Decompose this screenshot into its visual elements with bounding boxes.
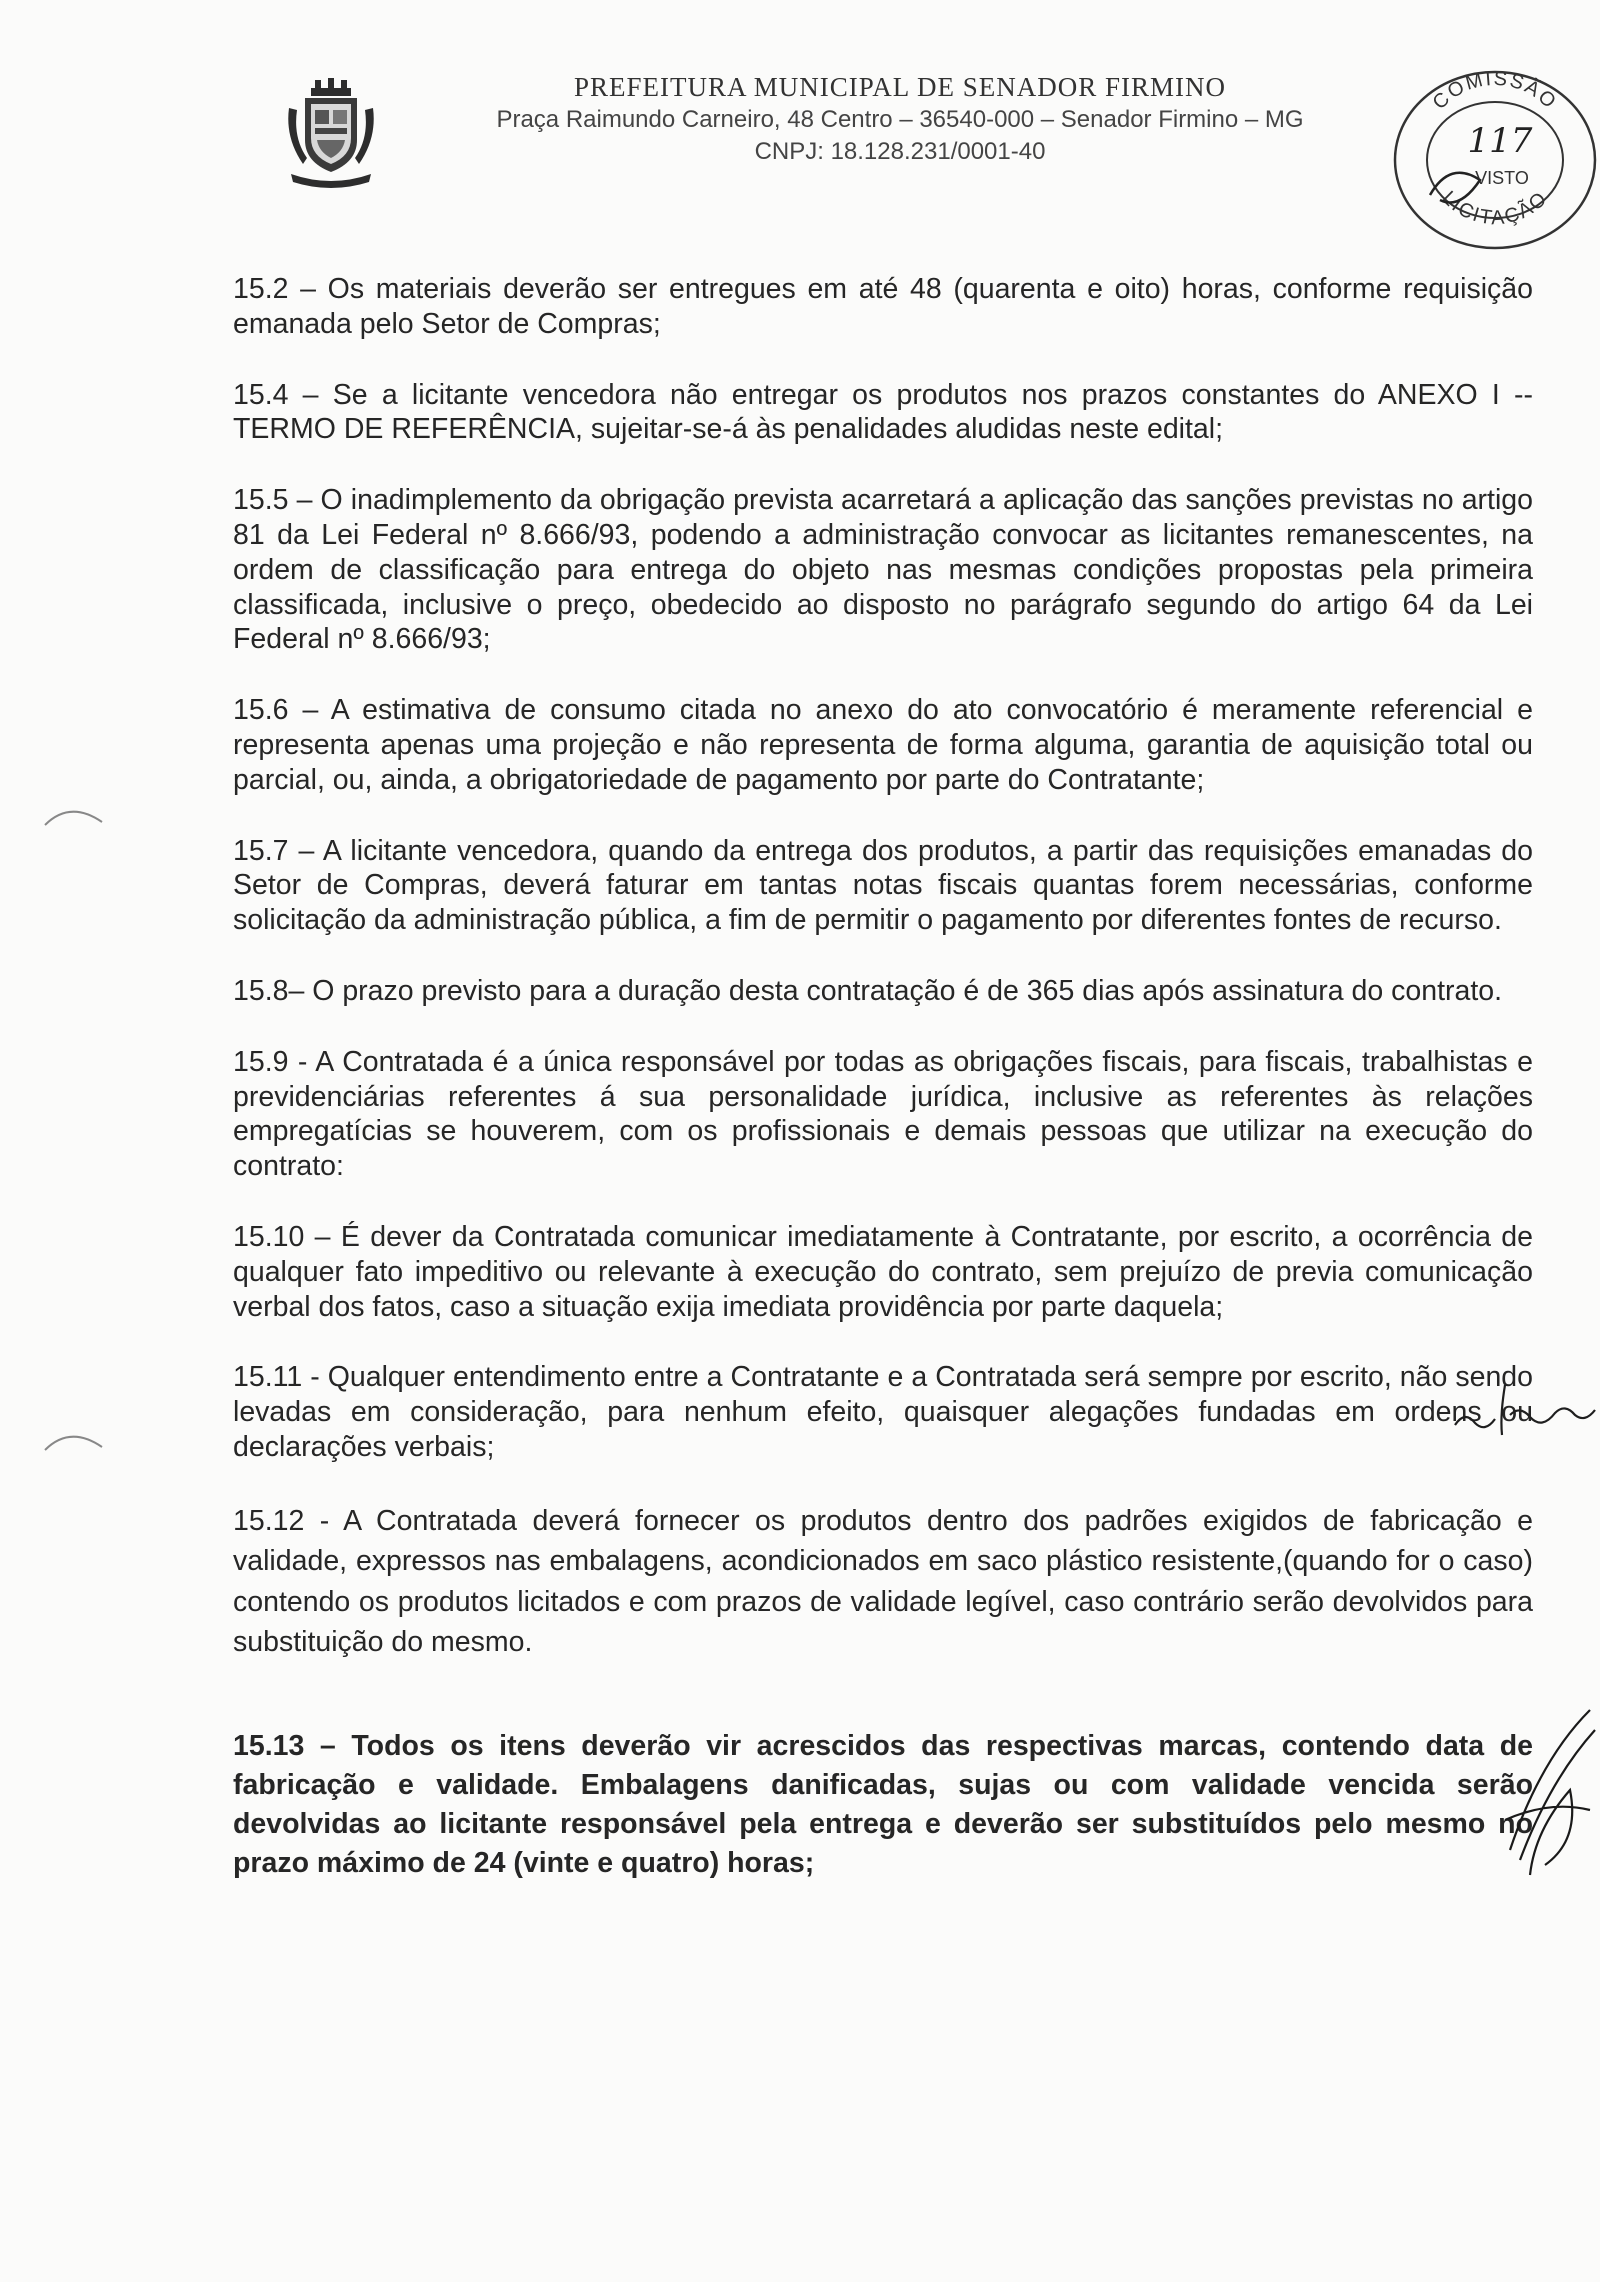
clause-15-12: 15.12 - A Contratada deverá fornecer os produtos dentro dos padrões exigidos de fabricação e validade, expressos nas embalagens, acondicionados em saco plástico resistente,(quando for o caso) contendo os produtos licitados e com prazos de validade legível, caso contrário serão devolvidos para substituição do mesmo.: [233, 1504, 1533, 1659]
clauses-section: [233, 272, 1533, 1919]
clause-15-5: 15.5 – O inadimplemento da obrigação prevista acarretará a aplicação das sanções previstas no artigo 81 da Lei Federal nº 8.666/93, podendo a administração convocar as licitantes remanescentes, na ordem de classificação para entrega do objeto nas mesmas condições propostas pela primeira classificada, inclusive o preço, obedecido ao disposto no parágrafo segundo do artigo 64 da Lei Federal nº 8.666/93;: [233, 484, 1533, 656]
stamp-visto: VISTO: [1475, 168, 1529, 188]
svg-text:LICITAÇÃO: [1438, 187, 1553, 229]
clause-15-11: 15.11 - Qualquer entendimento entre a Contratante e a Contratada será sempre por escrito, não sendo levadas em consideração, para nenhum efeito, quaisquer alegações fundadas em ordens ou declarações verbais;: [233, 1361, 1533, 1463]
handwritten-signature: [1500, 1700, 1600, 1880]
institution-address: Praça Raimundo Carneiro, 48 Centro – 36540-000 – Senador Firmino – MG: [496, 106, 1304, 133]
svg-text:COMISSÃO: [1429, 68, 1562, 114]
clause-15-7: 15.7 – A licitante vencedora, quando da entrega dos produtos, a partir das requisições emanadas do Setor de Compras, deverá faturar em tantas notas fiscais quantas forem necessárias, conforme solicitação da administração pública, a fim de permitir o pagamento por diferentes fontes de recurso.: [233, 834, 1533, 937]
clause-15-2: 15.2 – Os materiais deverão ser entregues em até 48 (quarenta e oito) horas, conforme requisição emanada pelo Setor de Compras;: [233, 273, 1533, 340]
handwritten-initials: [1450, 1375, 1600, 1445]
coat-of-arms-logo: [285, 78, 377, 188]
letterhead: [400, 70, 1400, 168]
clause-15-10: 15.10 – É dever da Contratada comunicar imediatamente à Contratante, por escrito, a ocorrência de qualquer fato impeditivo ou relevante à execução do contrato, sem prejuízo de previa comunicação verbal dos fatos, caso a situação exija imediata providência por parte daquela;: [233, 1220, 1533, 1323]
stamp-top-text: COMISSÃO: [1428, 67, 1562, 114]
institution-name: PREFEITURA MUNICIPAL DE SENADOR FIRMINO: [573, 72, 1227, 102]
clause-15-8: 15.8– O prazo previsto para a duração desta contratação é de 365 dias após assinatura do contrato.: [233, 974, 1503, 1007]
clause-15-13: 15.13 – Todos os itens deverão vir acrescidos das respectivas marcas, contendo data de fabricação e validade. Embalagens danificadas, sujas ou com validade vencida serão devolvidas ao licitante responsável pela entrega e deverão ser substituídos pelo mesmo no prazo máximo de 24 (vinte e quatro) horas;: [233, 1729, 1533, 1879]
margin-mark: [40, 800, 110, 830]
commission-stamp: [1390, 60, 1600, 250]
stamp-bottom-text: LICITAÇÃO: [1437, 186, 1553, 230]
clause-15-4: 15.4 – Se a licitante vencedora não entregar os produtos nos prazos constantes do ANEXO I -- TERMO DE REFERÊNCIA, sujeitar-se-á às penalidades aludidas neste edital;: [233, 378, 1533, 446]
clause-15-9: 15.9 - A Contratada é a única responsável por todas as obrigações fiscais, para fiscais, trabalhistas e previdenciárias referentes á sua personalidade jurídica, inclusive as referentes às relações empregatícias se houverem, com os profissionais e demais pessoas que utilizar na execução do contrato:: [233, 1045, 1533, 1183]
stamp-number: 117: [1467, 121, 1533, 161]
margin-mark: [40, 1425, 110, 1455]
clause-15-6: 15.6 – A estimativa de consumo citada no anexo do ato convocatório é meramente referencial e representa apenas uma projeção e não representa de forma alguma, garantia de aquisição total ou parcial, ou, ainda, a obrigatoriedade de pagamento por parte do Contratante;: [233, 694, 1533, 796]
institution-cnpj: CNPJ: 18.128.231/0001-40: [754, 138, 1046, 165]
